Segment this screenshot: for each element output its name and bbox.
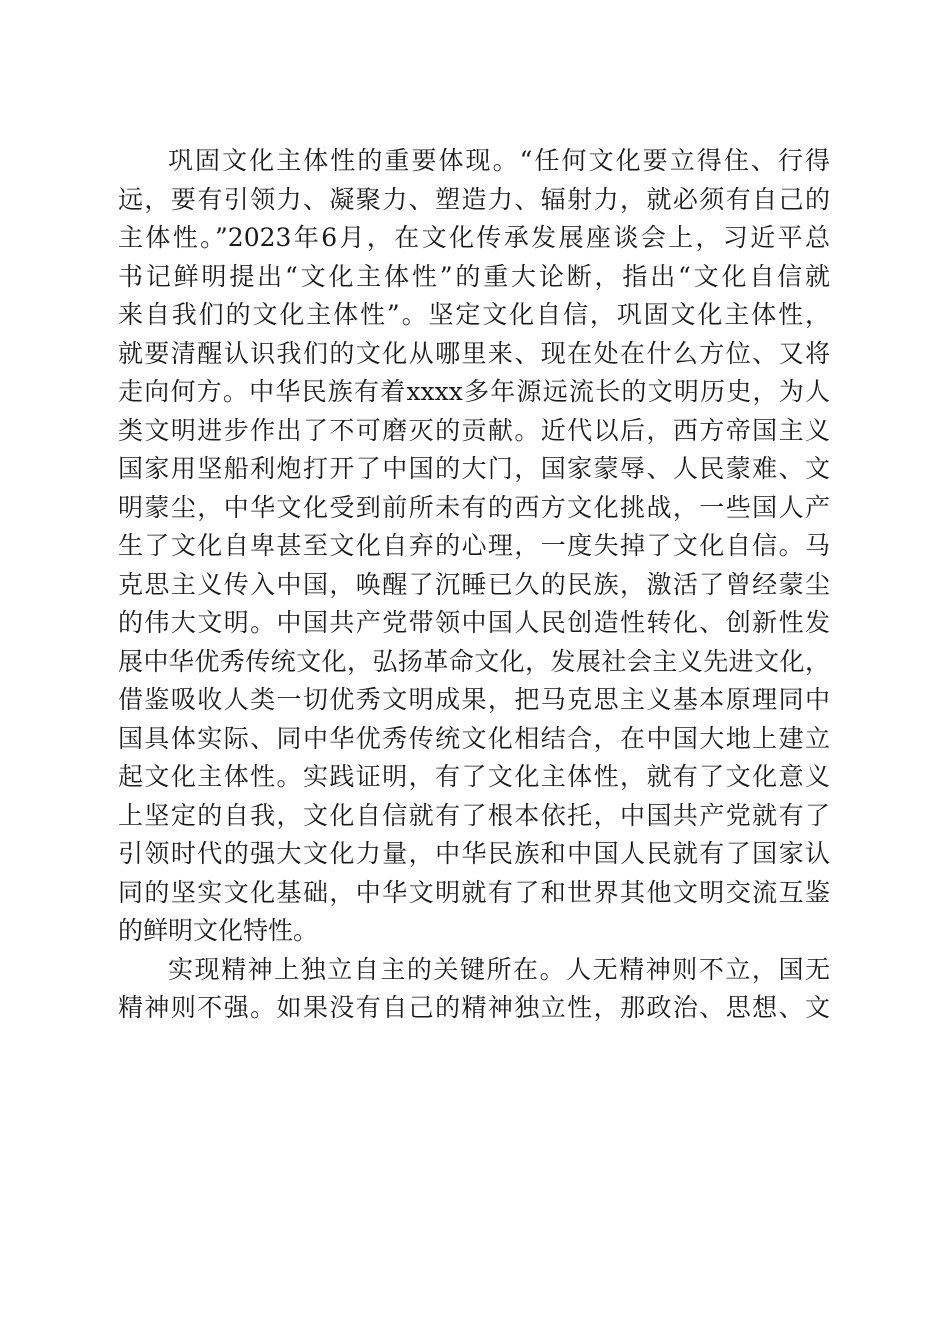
text-line: 精神则不强。如果没有自己的精神独立性，那政治、思想、文	[118, 993, 830, 1022]
text-line: 就要清醒认识我们的文化从哪里来、现在处在什么方位、又将	[118, 338, 830, 368]
text-line: 远，要有引领力、凝聚力、塑造力、辐射力，就必须有自己的	[118, 184, 830, 214]
text-line: 国具体实际、同中华优秀传统文化相结合，在中国大地上建立	[118, 723, 830, 753]
text-line: 书记鲜明提出“文化主体性”的重大论断，指出“文化自信就	[118, 261, 830, 291]
body-text	[118, 142, 830, 1028]
paragraph-spiritual-independence	[118, 951, 830, 1028]
text-line: 起文化主体性。实践证明，有了文化主体性，就有了文化意义	[118, 762, 830, 791]
text-line: 克思主义传入中国，唤醒了沉睡已久的民族，激活了曾经蒙尘	[118, 569, 830, 599]
text-line: 类文明进步作出了不可磨灭的贡献。近代以后，西方帝国主义	[118, 415, 830, 445]
text-line: 借鉴吸收人类一切优秀文明成果，把马克思主义基本原理同中	[118, 685, 830, 714]
text-line: 明蒙尘，中华文化受到前所未有的西方文化挑战，一些国人产	[118, 492, 830, 522]
text-line: 的伟大文明。中国共产党带领中国人民创造性转化、创新性发	[118, 608, 830, 637]
text-line: 巩固文化主体性的重要体现。“任何文化要立得住、行得	[168, 146, 830, 175]
text-line: 的鲜明文化特性。	[118, 916, 319, 945]
text-line: 上坚定的自我，文化自信就有了根本依托，中国共产党就有了	[118, 800, 830, 830]
text-line: 实现精神上独立自主的关键所在。人无精神则不立，国无	[168, 954, 830, 984]
text-line: 同的坚实文化基础，中华文明就有了和世界其他文明交流互鉴	[118, 877, 830, 907]
text-line: 主体性。”2023年6月，在文化传承发展座谈会上，习近平总	[118, 223, 830, 252]
text-line: 来自我们的文化主体性”。坚定文化自信，巩固文化主体性，	[118, 300, 830, 329]
text-line: 走向何方。中华民族有着xxxx多年源远流长的文明历史，为人	[118, 377, 830, 406]
paragraph-cultural-subjectivity	[118, 142, 830, 951]
text-line: 引领时代的强大文化力量，中华民族和中国人民就有了国家认	[118, 839, 830, 868]
text-line: 展中华优秀传统文化，弘扬革命文化，发展社会主义先进文化，	[118, 646, 830, 676]
text-line: 生了文化自卑甚至文化自弃的心理，一度失掉了文化自信。马	[118, 531, 830, 560]
text-line: 国家用坚船利炮打开了中国的大门，国家蒙辱、人民蒙难、文	[118, 454, 830, 483]
